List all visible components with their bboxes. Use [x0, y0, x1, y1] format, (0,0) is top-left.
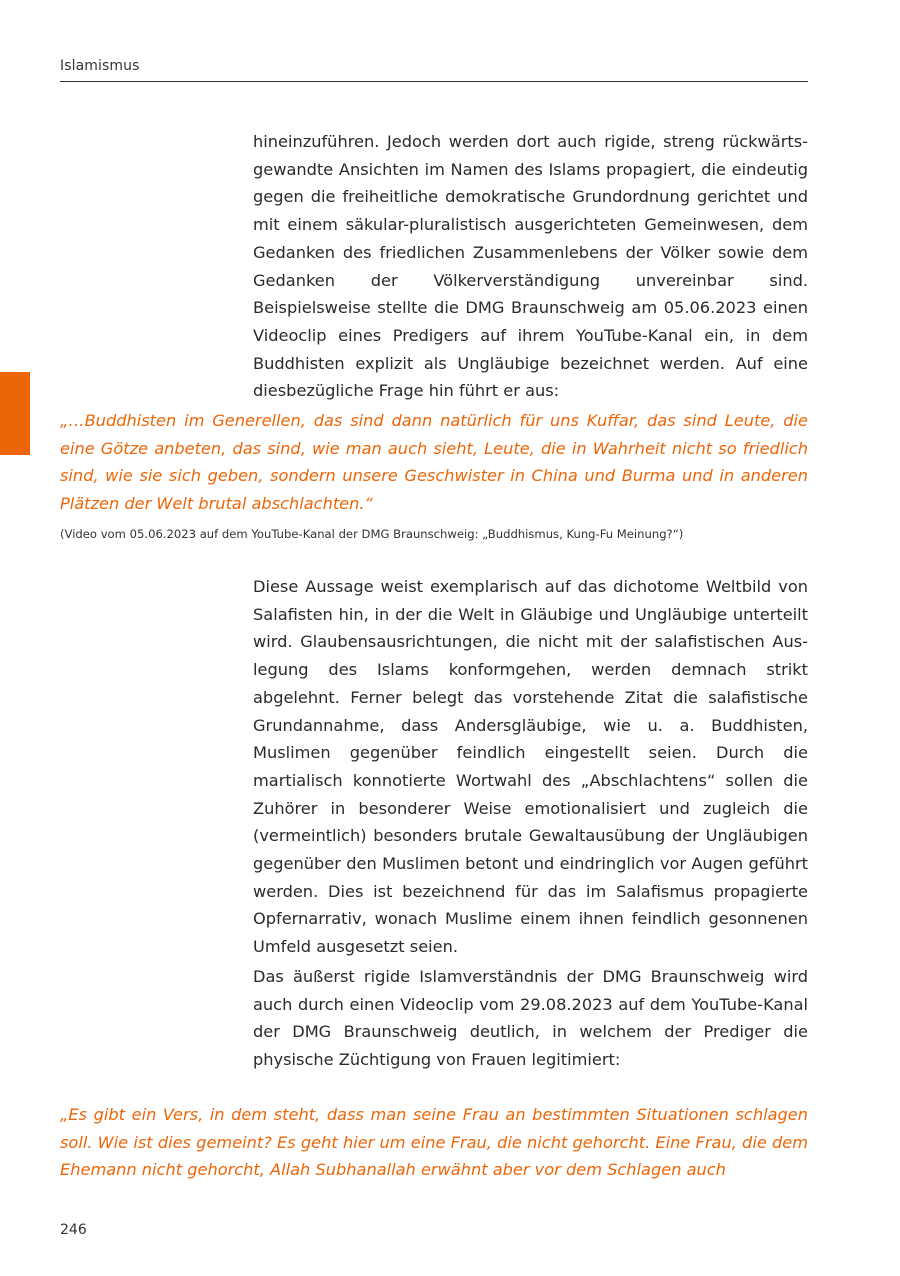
running-header: Islamismus: [60, 58, 140, 74]
chapter-marker-tab: [0, 372, 30, 455]
page-number: 246: [60, 1222, 87, 1238]
quote-women: „Es gibt ein Vers, in dem steht, dass man seine Frau an bestimmten Situationen schlagen soll. Wie ist dies gemeint? Es geht hier um eine Frau, die nicht gehorcht. Eine Frau, die dem Ehemann nicht gehorcht, Allah Subhanallah erwähnt aber vor dem Schlagen auch: [60, 1105, 808, 1180]
quote-buddhists: „…Buddhisten im Generellen, das sind dann natürlich für uns Kuffar, das sind Leute, die eine Götze anbeten, das sind, wie man auch sieht, Leute, die in Wahrheit nicht so friedlich sind, wie sie sich geben, sondern unsere Geschwister in China und Burma und in anderen Plätzen der Welt brutal abschlachten.“: [60, 411, 808, 514]
paragraph-second-video: Das äußerst rigide Islamverständnis der DMG Braunschweig wird auch durch einen Videoclip vom 29.08.2023 auf dem YouTube-Kanal der DMG Braunschweig deutlich, in welchem der Prediger die physische Züchtigung von Frauen legitimiert:: [253, 967, 808, 1070]
paragraph-analysis: Diese Aussage weist exemplarisch auf das dichotome Weltbild von Salafisten hin, in der die Welt in Gläubige und Ungläubige unterteilt wird. Glaubensausrichtungen, die nicht mit der salafistischen Auslegung des Islams konformgehen, werden demnach strikt abgelehnt. Ferner belegt das vorstehende Zitat die salafistische Grundannahme, dass Andersgläubige, wie u. a. Buddhisten, Muslimen gegenüber feindlich eingestellt seien. Durch die martialisch konnotierte Wortwahl des „Abschlachtens“ sollen die Zuhörer in besonderer Weise emotionalisiert und zugleich die (vermeintlich) besonders brutale Gewaltausübung der Ungläubigen gegenüber den Muslimen betont und eindringlich vor Augen geführt werden. Dies ist bezeichnend für das im Salafismus propagierte Opfernarrativ, wonach Muslime einem ihnen feindlich gesonnenen Umfeld ausgesetzt seien.: [253, 577, 808, 957]
quote-source-note: (Video vom 05.06.2023 auf dem YouTube-Kanal der DMG Braunschweig: „Buddhismus, Kung-Fu Meinung?“): [60, 527, 684, 541]
header-divider: [60, 81, 808, 82]
paragraph-intro: hineinzuführen. Jedoch werden dort auch rigide, streng rückwärtsgewandte Ansichten im Namen des Islams propagiert, die eindeutig gegen die freiheitliche demokratische Grundordnung gerichtet und mit einem säkular-pluralistisch ausgerichteten Gemeinwesen, dem Gedanken des friedlichen Zusammenlebens der Völker sowie dem Gedanken der Völkerverständigung unvereinbar sind. Beispielsweise stellte die DMG Braunschweig am 05.06.2023 einen Videoclip eines Predigers auf ihrem YouTube-Kanal ein, in dem Buddhisten explizit als Ungläubige bezeichnet werden. Auf eine diesbezügliche Frage hin führt er aus:: [253, 132, 808, 401]
